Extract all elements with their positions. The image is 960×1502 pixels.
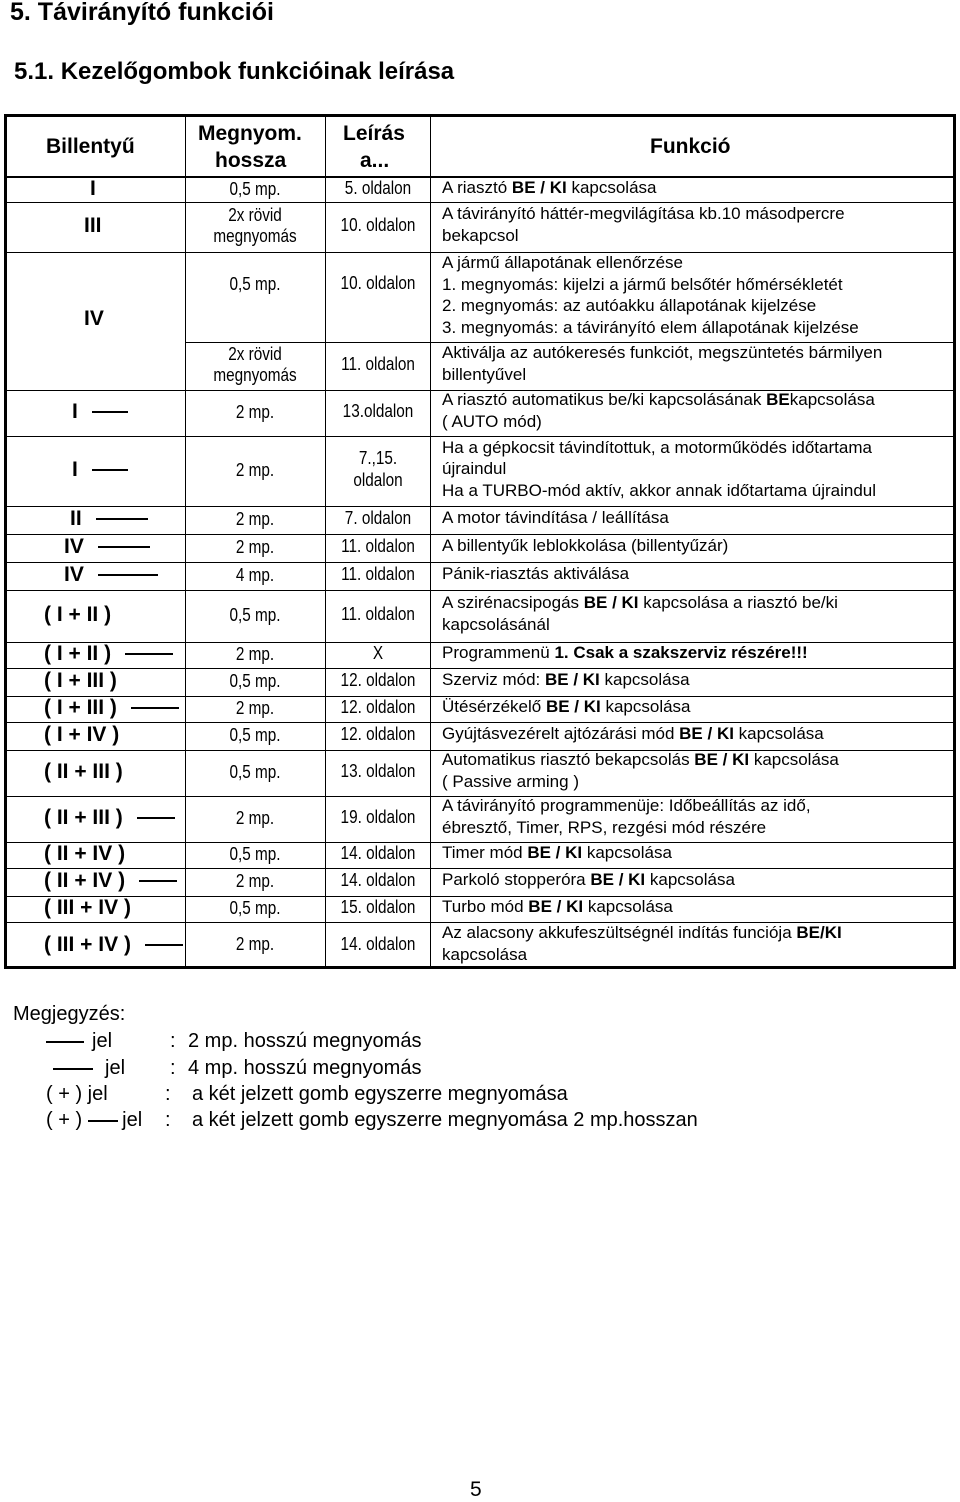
table-cell-key: IV bbox=[64, 536, 150, 558]
dash-symbol bbox=[125, 653, 173, 655]
table-cell-duration: 0,5 mp. bbox=[229, 273, 281, 294]
dash-symbol bbox=[131, 707, 179, 709]
table-cell-function: bekapcsol bbox=[442, 226, 519, 245]
header-key: Billentyű bbox=[46, 135, 135, 158]
table-cell-page: 7. oldalon bbox=[344, 508, 412, 528]
table-cell-page: 5. oldalon bbox=[344, 178, 412, 198]
table-cell-duration: 2 mp. bbox=[235, 401, 275, 422]
table-cell-duration: 2 mp. bbox=[235, 508, 275, 529]
table-cell-duration: 2x rövid bbox=[228, 205, 282, 225]
table-cell-function: ( Passive arming ) bbox=[442, 772, 579, 791]
table-cell-page: 13. oldalon bbox=[340, 761, 416, 781]
table-cell-page: oldalon bbox=[353, 470, 403, 490]
table-cell-duration: 2 mp. bbox=[235, 870, 275, 891]
table-cell-key: ( I + II ) bbox=[44, 643, 173, 665]
table-cell-function: Ha a gépkocsit távindítottuk, a motorműködés időtartama bbox=[442, 437, 872, 457]
dash-symbol bbox=[96, 518, 148, 520]
table-cell-key: ( III + IV ) bbox=[44, 896, 131, 919]
table-cell-duration: 0,5 mp. bbox=[229, 843, 281, 864]
notes-title: Megjegyzés: bbox=[13, 1003, 126, 1025]
note-text: 2 mp. hosszú megnyomás bbox=[188, 1030, 422, 1052]
dash-symbol bbox=[92, 469, 128, 471]
table-cell-key: IV bbox=[64, 564, 158, 586]
table-cell-page: 12. oldalon bbox=[340, 697, 416, 717]
note-colon: : bbox=[165, 1109, 171, 1131]
column-divider bbox=[430, 114, 431, 969]
table-cell-key: I bbox=[72, 459, 128, 481]
dash-2s-symbol bbox=[46, 1041, 84, 1043]
table-cell-function: kapcsolásánál bbox=[442, 615, 550, 634]
row-divider bbox=[7, 202, 953, 203]
table-cell-duration: 0,5 mp. bbox=[229, 178, 281, 199]
subsection-heading: 5.1. Kezelőgombok funkcióinak leírása bbox=[14, 58, 455, 85]
note-text: 4 mp. hosszú megnyomás bbox=[188, 1057, 422, 1079]
table-cell-function: A riasztó BE / KI kapcsolása bbox=[442, 178, 657, 197]
table-cell-function: Programmenü 1. Csak a szakszerviz részére!!! bbox=[442, 643, 808, 662]
table-cell-page: 10. oldalon bbox=[340, 273, 416, 293]
table-cell-page: 11. oldalon bbox=[341, 354, 415, 374]
table-cell-function: A jármű állapotának ellenőrzése bbox=[442, 253, 683, 272]
table-cell-page: 11. oldalon bbox=[341, 604, 415, 624]
table-cell-function: Az alacsony akkufeszültségnél indítás funciója BE/KI bbox=[442, 922, 842, 942]
table-cell-function: 3. megnyomás: a távirányító elem állapotának kijelzése bbox=[442, 317, 859, 337]
page-number: 5 bbox=[470, 1478, 482, 1501]
table-cell-function: 2. megnyomás: az autóakku állapotának kijelzése bbox=[442, 296, 817, 315]
note-colon: : bbox=[170, 1057, 176, 1079]
table-cell-duration: 2 mp. bbox=[235, 536, 275, 557]
table-cell-page: 19. oldalon bbox=[340, 807, 416, 827]
table-cell-page: 12. oldalon bbox=[340, 724, 416, 744]
table-cell-function: A távirányító programmenüje: Időbeállítás az idő, bbox=[442, 796, 811, 815]
table-cell-key: IV bbox=[84, 307, 104, 330]
table-cell-function: A riasztó automatikus be/ki kapcsolásának BEkapcsolása bbox=[442, 390, 875, 409]
table-cell-function: Turbo mód BE / KI kapcsolása bbox=[442, 897, 673, 916]
note-text: a két jelzett gomb egyszerre megnyomása bbox=[192, 1083, 568, 1105]
note-row: jel bbox=[46, 1031, 112, 1052]
table-cell-function: A billentyűk leblokkolása (billentyűzár) bbox=[442, 536, 729, 555]
note-colon: : bbox=[165, 1083, 171, 1105]
table-cell-page: X bbox=[372, 643, 384, 663]
table-cell-key: ( II + III ) bbox=[44, 760, 123, 783]
dash-symbol bbox=[137, 817, 175, 819]
note-colon: : bbox=[170, 1030, 176, 1052]
table-cell-duration: 2 mp. bbox=[235, 643, 275, 664]
table-cell-key: II bbox=[70, 508, 148, 530]
table-cell-duration: 2 mp. bbox=[235, 807, 275, 828]
table-cell-duration: megnyomás bbox=[213, 226, 297, 246]
table-cell-function: Szerviz mód: BE / KI kapcsolása bbox=[442, 670, 690, 689]
table-cell-duration: 0,5 mp. bbox=[229, 761, 281, 782]
table-cell-function: Aktiválja az autókeresés funkciót, megszüntetés bármilyen bbox=[442, 343, 883, 362]
header-duration: Megnyom. bbox=[198, 122, 302, 145]
table-cell-key: I bbox=[72, 401, 128, 423]
table-cell-function: A szirénacsipogás BE / KI kapcsolása a riasztó be/ki bbox=[442, 593, 838, 612]
table-cell-key: ( I + IV ) bbox=[44, 723, 120, 746]
row-divider bbox=[7, 562, 953, 563]
dash-symbol bbox=[139, 880, 177, 882]
table-cell-duration: 2x rövid bbox=[228, 344, 282, 364]
section-heading: 5. Távirányító funkciói bbox=[10, 0, 274, 26]
table-cell-duration: 4 mp. bbox=[235, 564, 275, 585]
table-cell-duration: 2 mp. bbox=[235, 934, 275, 954]
table-cell-duration: 0,5 mp. bbox=[229, 604, 281, 625]
header-description: Leírás bbox=[343, 122, 405, 145]
table-cell-page: 11. oldalon bbox=[341, 536, 415, 556]
column-divider bbox=[185, 114, 186, 969]
note-label: ( + ) jel bbox=[46, 1083, 108, 1105]
table-cell-function: Parkoló stopperóra BE / KI kapcsolása bbox=[442, 870, 735, 889]
table-cell-key: ( II + IV ) bbox=[44, 842, 126, 865]
table-cell-key: I bbox=[90, 177, 96, 200]
table-cell-key: ( I + III ) bbox=[44, 697, 179, 719]
header-duration: hossza bbox=[215, 149, 287, 172]
dash-4s-symbol bbox=[53, 1068, 93, 1070]
dash-symbol bbox=[145, 944, 183, 946]
table-cell-page: 13.oldalon bbox=[342, 401, 414, 421]
table-cell-function: Ütésérzékelő BE / KI kapcsolása bbox=[442, 697, 691, 716]
table-cell-function: A motor távindítása / leállítása bbox=[442, 508, 669, 527]
table-cell-function: Timer mód BE / KI kapcsolása bbox=[442, 843, 672, 862]
table-cell-function: 1. megnyomás: kijelzi a jármű belsőtér hőmérsékletét bbox=[442, 274, 843, 294]
dash-symbol bbox=[98, 546, 150, 548]
note-text: a két jelzett gomb egyszerre megnyomása 2 mp.hosszan bbox=[192, 1109, 698, 1131]
table-cell-key: III bbox=[84, 214, 102, 237]
table-cell-page: 14. oldalon bbox=[340, 843, 416, 863]
note-row: ( + ) jel bbox=[46, 1109, 143, 1131]
row-divider bbox=[7, 868, 953, 869]
table-cell-key: ( III + IV ) bbox=[44, 934, 183, 956]
table-cell-page: 14. oldalon bbox=[340, 933, 416, 954]
table-cell-function: újraindul bbox=[442, 459, 507, 479]
table-cell-duration: 2 mp. bbox=[235, 459, 275, 480]
row-divider bbox=[7, 722, 953, 723]
dash-symbol bbox=[92, 411, 128, 413]
table-cell-key: ( I + III ) bbox=[44, 669, 117, 692]
table-cell-duration: megnyomás bbox=[213, 365, 297, 385]
table-cell-page: 11. oldalon bbox=[341, 564, 415, 584]
table-cell-duration: 0,5 mp. bbox=[229, 724, 281, 745]
row-divider bbox=[7, 506, 953, 507]
table-cell-duration: 0,5 mp. bbox=[229, 670, 281, 691]
table-cell-function: A távirányító háttér-megvilágítása kb.10 másodpercre bbox=[442, 204, 845, 223]
header-description: a... bbox=[360, 149, 390, 172]
table-cell-key: ( I + II ) bbox=[44, 603, 112, 626]
dash-symbol bbox=[98, 574, 158, 576]
table-cell-duration: 0,5 mp. bbox=[229, 897, 281, 918]
table-cell-function: Ha a TURBO-mód aktív, akkor annak időtartama újraindul bbox=[442, 480, 877, 500]
table-cell-function: Automatikus riasztó bekapcsolás BE / KI kapcsolása bbox=[442, 750, 839, 769]
table-cell-function: kapcsolása bbox=[442, 944, 528, 964]
table-cell-function: ébresztő, Timer, RPS, rezgési mód részére bbox=[442, 818, 767, 837]
table-cell-page: 10. oldalon bbox=[340, 215, 416, 235]
table-cell-function: Pánik-riasztás aktiválása bbox=[442, 564, 630, 583]
column-divider bbox=[325, 114, 326, 969]
table-cell-page: 7.,15. bbox=[358, 448, 398, 468]
table-cell-function: Gyújtásvezérelt ajtózárási mód BE / KI kapcsolása bbox=[442, 724, 824, 743]
table-cell-page: 12. oldalon bbox=[340, 670, 416, 690]
header-function: Funkció bbox=[650, 135, 731, 158]
table-cell-key: ( II + IV ) bbox=[44, 870, 177, 892]
row-divider bbox=[7, 590, 953, 591]
table-cell-key: ( II + III ) bbox=[44, 807, 175, 829]
table-cell-duration: 2 mp. bbox=[235, 697, 275, 718]
note-row: jel bbox=[53, 1058, 125, 1079]
table-cell-page: 14. oldalon bbox=[340, 870, 416, 890]
table-cell-page: 15. oldalon bbox=[340, 897, 416, 917]
table-cell-function: ( AUTO mód) bbox=[442, 412, 542, 431]
table-cell-function: billentyűvel bbox=[442, 365, 527, 384]
dash-2s-symbol bbox=[88, 1120, 118, 1122]
row-divider bbox=[7, 668, 953, 669]
row-divider bbox=[7, 534, 953, 535]
